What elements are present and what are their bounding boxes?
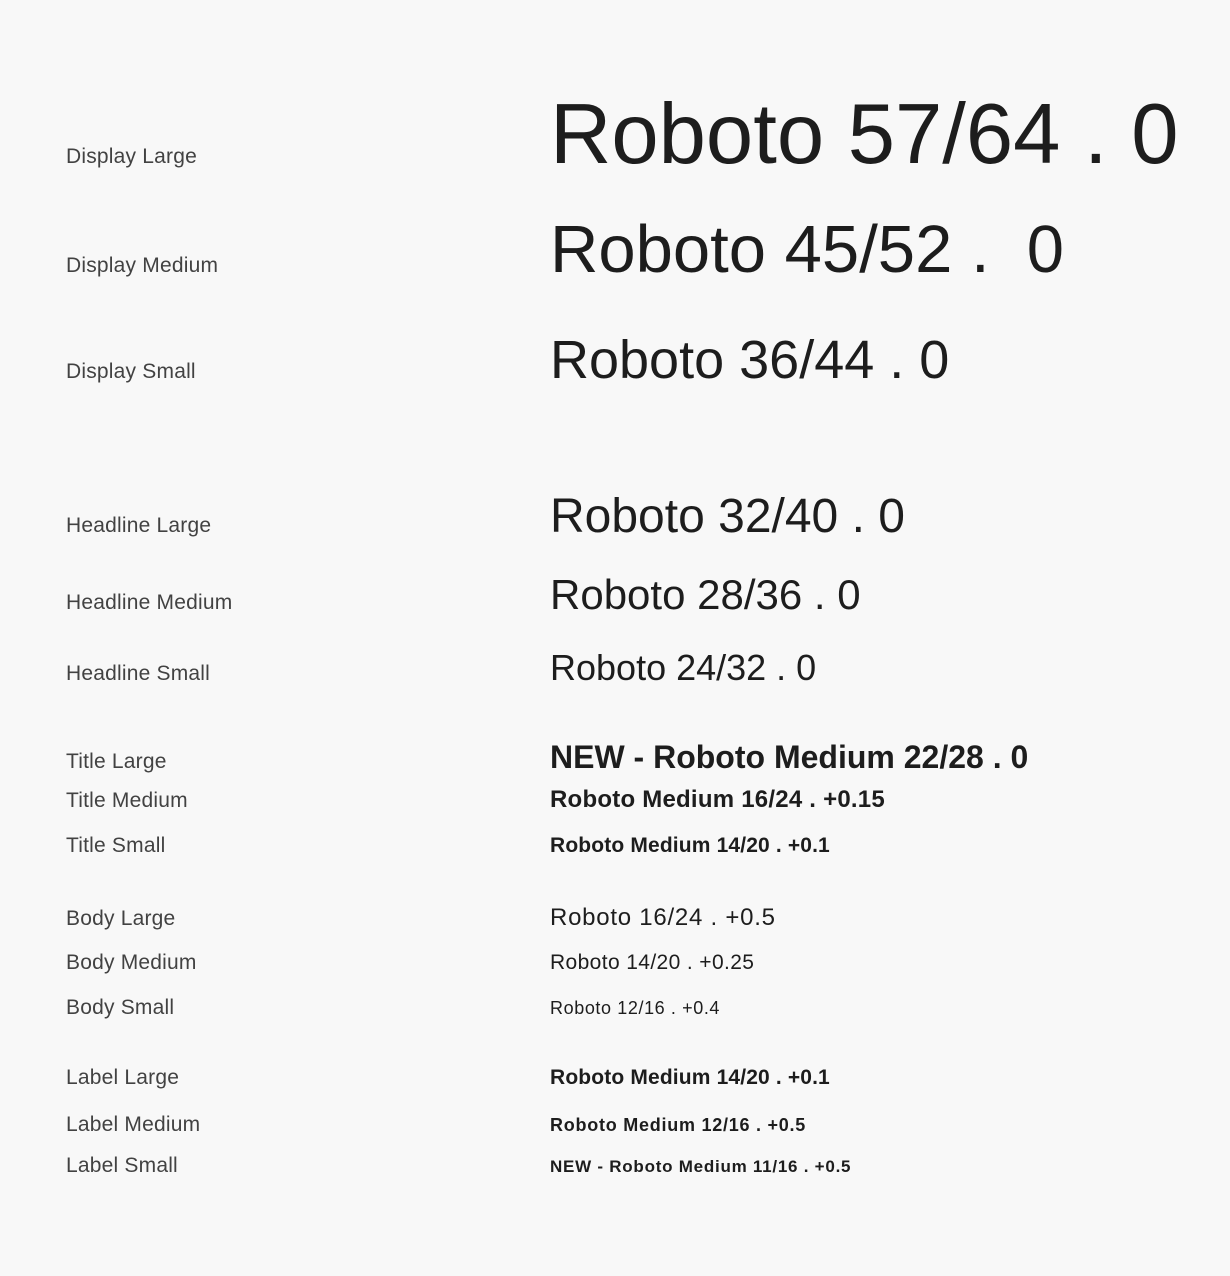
type-row-display-small: [0, 327, 1230, 393]
type-style-name: Display Medium: [66, 254, 219, 277]
type-style-name: Display Large: [66, 145, 197, 168]
type-style-name: Headline Medium: [66, 591, 233, 614]
type-style-name: Label Large: [66, 1066, 180, 1089]
type-row-label-medium: [0, 1110, 1230, 1140]
type-row-display-large: [0, 87, 1230, 183]
type-style-spec: Roboto 14/20 . +0.25: [550, 951, 755, 974]
type-style-spec: Roboto Medium 16/24 . +0.15: [550, 786, 885, 813]
type-style-spec: Roboto Medium 14/20 . +0.1: [550, 834, 830, 857]
type-row-headline-small: [0, 644, 1230, 692]
type-style-name: Headline Small: [66, 662, 211, 685]
type-style-name: Display Small: [66, 360, 196, 383]
type-style-name: Title Large: [66, 750, 167, 773]
type-style-spec: Roboto Medium 12/16 . +0.5: [550, 1115, 807, 1135]
type-style-spec: Roboto 28/36 . 0: [550, 571, 861, 618]
type-style-spec: NEW - Roboto Medium 11/16 . +0.5: [550, 1157, 852, 1176]
type-row-label-small: [0, 1151, 1230, 1181]
type-style-name: Body Large: [66, 907, 176, 930]
type-style-name: Body Small: [66, 996, 175, 1019]
type-style-name: Headline Large: [66, 514, 212, 537]
type-style-spec: Roboto 16/24 . +0.5: [550, 904, 776, 931]
type-style-spec: Roboto 12/16 . +0.4: [550, 998, 721, 1018]
type-row-display-medium: [0, 211, 1230, 289]
type-row-body-medium: [0, 948, 1230, 978]
type-style-spec: Roboto 36/44 . 0: [550, 330, 950, 390]
type-row-title-small: [0, 831, 1230, 861]
type-row-title-large: [0, 736, 1230, 778]
type-row-headline-large: [0, 487, 1230, 547]
type-style-spec: Roboto 32/40 . 0: [550, 490, 905, 543]
type-row-title-medium: [0, 782, 1230, 818]
type-style-spec: Roboto 45/52 . 0: [550, 212, 1065, 287]
type-style-name: Label Medium: [66, 1113, 201, 1136]
type-style-name: Label Small: [66, 1154, 178, 1177]
type-style-spec: NEW - Roboto Medium 22/28 . 0: [550, 739, 1029, 775]
type-style-spec: Roboto 24/32 . 0: [550, 647, 817, 688]
type-style-spec: Roboto Medium 14/20 . +0.1: [550, 1066, 830, 1089]
type-style-name: Body Medium: [66, 951, 197, 974]
type-style-name: Title Medium: [66, 789, 188, 812]
type-row-body-small: [0, 993, 1230, 1023]
type-style-spec: Roboto 57/64 . 0: [550, 87, 1179, 182]
type-row-headline-medium: [0, 568, 1230, 622]
type-row-body-large: [0, 900, 1230, 936]
type-row-label-large: [0, 1063, 1230, 1093]
type-style-name: Title Small: [66, 834, 166, 857]
